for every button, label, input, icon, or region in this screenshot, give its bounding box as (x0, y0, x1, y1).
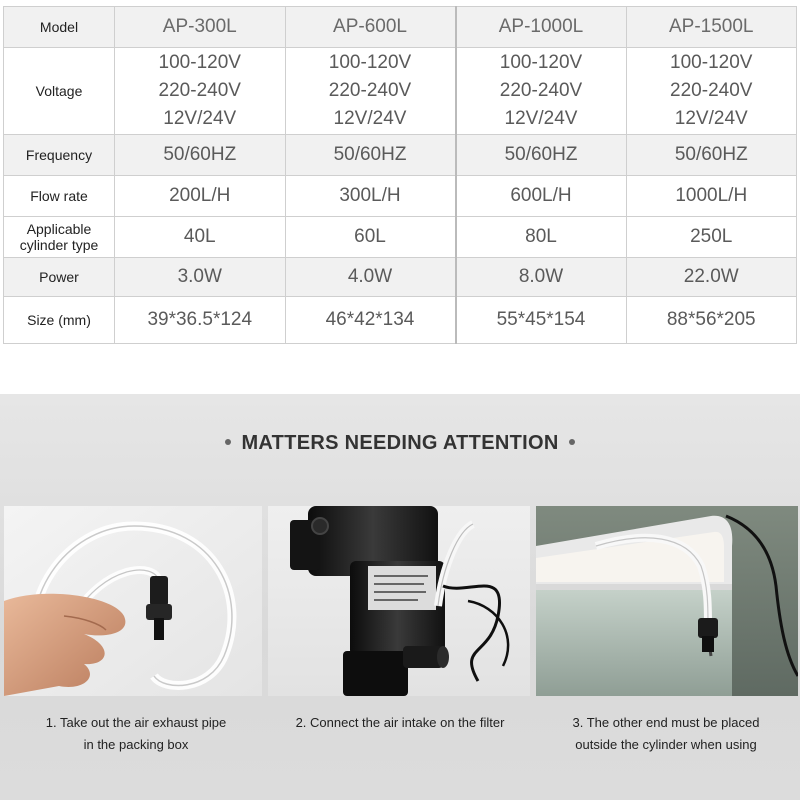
attention-title-text: MATTERS NEEDING ATTENTION (241, 432, 559, 454)
model-name-cell: AP-1500L (626, 7, 797, 48)
bullet-dot-icon (225, 439, 231, 445)
size-cell: 88*56*205 (626, 297, 797, 344)
spec-table (3, 6, 797, 344)
voltage-value: 12V/24V (674, 108, 748, 129)
row-label-cylinder (4, 217, 115, 258)
air-tube-in-hand-photo (4, 506, 262, 696)
flow-rate-cell: 1000L/H (626, 176, 797, 217)
flow-rate-cell: 300L/H (285, 176, 456, 217)
voltage-value: 220-240V (158, 80, 241, 101)
voltage-value: 220-240V (499, 80, 583, 101)
voltage-value: 100-120V (670, 52, 753, 73)
row-label-flow-rate: Flow rate (4, 176, 115, 217)
voltage-value: 12V/24V (333, 108, 407, 129)
step-1-line1: 1. Take out the air exhaust pipe (45, 715, 227, 730)
step-3-caption (536, 712, 796, 756)
model-row (4, 7, 797, 48)
flow-rate-row (4, 176, 797, 217)
cylinder-cell: 60L (285, 217, 456, 258)
row-label-power: Power (4, 258, 115, 297)
model-name-cell: AP-1000L (456, 7, 627, 48)
row-label-voltage: Voltage (4, 48, 115, 135)
row-label-frequency: Frequency (4, 135, 115, 176)
row-label-size: Size (mm) (4, 297, 115, 344)
model-name-cell: AP-600L (285, 7, 456, 48)
frequency-cell: 50/60HZ (115, 135, 286, 176)
cylinder-cell: 80L (456, 217, 627, 258)
step-3-line2: outside the cylinder when using (575, 737, 757, 752)
row-label-cylinder-line1: Applicable (26, 221, 92, 237)
voltage-value: 220-240V (670, 80, 753, 101)
size-row (4, 297, 797, 344)
tank-with-tube-photo (536, 506, 798, 696)
flow-rate-cell: 600L/H (456, 176, 627, 217)
frequency-cell: 50/60HZ (626, 135, 797, 176)
cylinder-row (4, 217, 797, 258)
model-name-cell: AP-300L (115, 7, 286, 48)
voltage-cell (285, 48, 456, 135)
voltage-cell (115, 48, 286, 135)
voltage-cell (626, 48, 797, 135)
frequency-cell: 50/60HZ (285, 135, 456, 176)
step-2-caption (270, 712, 530, 734)
voltage-cell (456, 48, 627, 135)
bullet-dot-icon (569, 439, 575, 445)
step-3-line1: 3. The other end must be placed (572, 715, 760, 730)
flow-rate-cell: 200L/H (115, 176, 286, 217)
power-row (4, 258, 797, 297)
power-cell: 4.0W (285, 258, 456, 297)
size-cell: 55*45*154 (456, 297, 627, 344)
voltage-value: 220-240V (328, 80, 412, 101)
voltage-value: 100-120V (158, 52, 241, 73)
power-cell: 8.0W (456, 258, 627, 297)
power-cell: 3.0W (115, 258, 286, 297)
voltage-value: 12V/24V (163, 108, 237, 129)
step-1-caption (6, 712, 266, 756)
row-label-cylinder-line2: cylinder type (19, 237, 99, 253)
attention-title (0, 432, 800, 455)
cylinder-cell: 250L (626, 217, 797, 258)
voltage-value: 100-120V (328, 52, 412, 73)
voltage-row (4, 48, 797, 135)
voltage-value: 12V/24V (504, 108, 578, 129)
size-cell: 39*36.5*124 (115, 297, 286, 344)
row-label-model: Model (4, 7, 115, 48)
attention-panel (0, 394, 800, 800)
power-cell: 22.0W (626, 258, 797, 297)
cylinder-cell: 40L (115, 217, 286, 258)
voltage-value: 100-120V (499, 52, 583, 73)
filter-pump-photo (268, 506, 530, 696)
step-2-line1: 2. Connect the air intake on the filter (295, 715, 505, 730)
size-cell: 46*42*134 (285, 297, 456, 344)
frequency-cell: 50/60HZ (456, 135, 627, 176)
step-1-line2: in the packing box (83, 737, 189, 752)
frequency-row (4, 135, 797, 176)
